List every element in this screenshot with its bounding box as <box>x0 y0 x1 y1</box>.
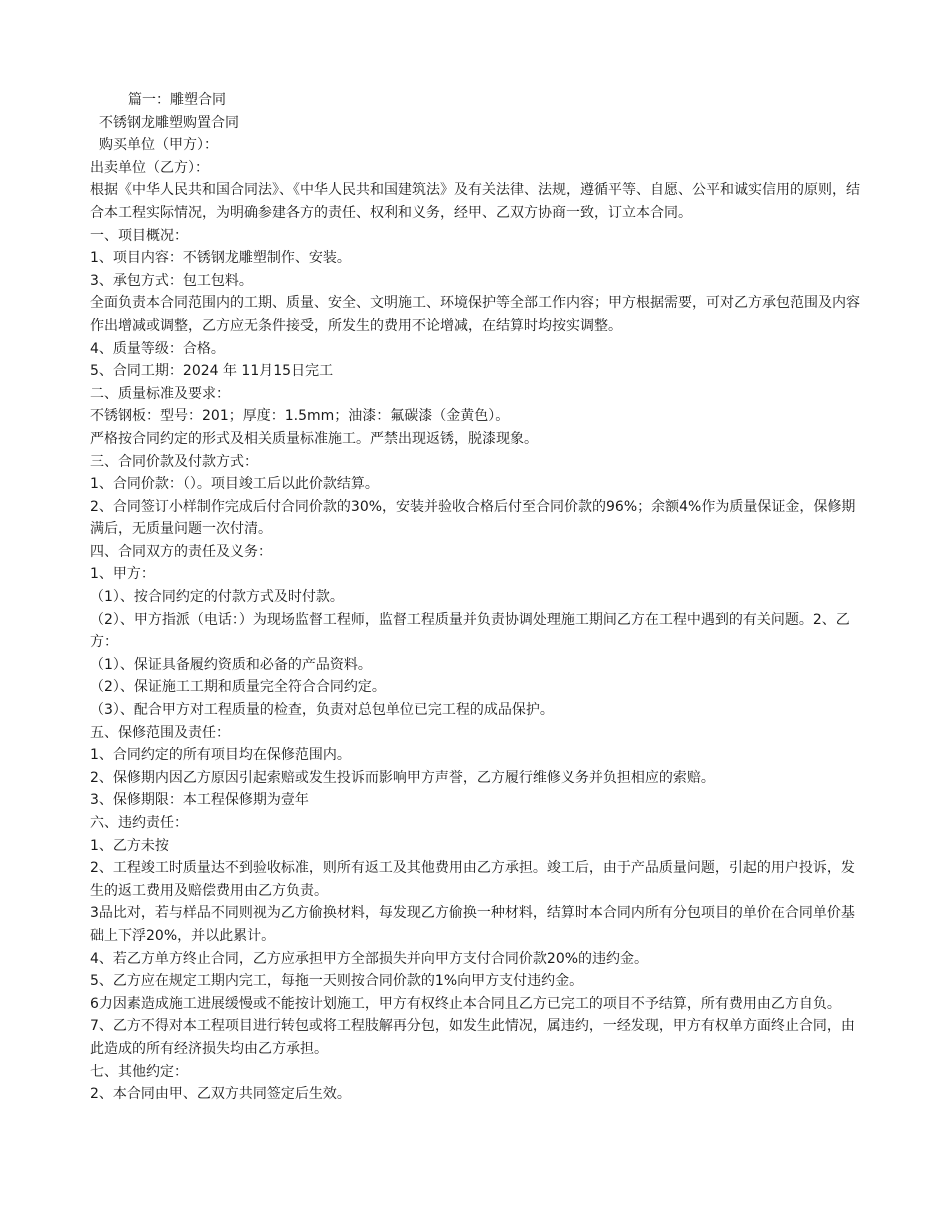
section-1-scope: 全面负责本合同范围内的工期、质量、安全、文明施工、环境保护等全部工作内容；甲方根据需要，可对乙方承包范围及内容作出增减或调整，乙方应无条件接受，所发生的费用不论增减，在结算时均按实调整。 <box>90 295 860 334</box>
section-1-item-1: 1、项目内容：不锈钢龙雕塑制作、安装。 <box>90 250 351 267</box>
section-6-item-6: 6力因素造成施工进展缓慢或不能按计划施工，甲方有权终止本合同且乙方已完工的项目不予结算，所有费用由乙方自负。 <box>90 995 841 1012</box>
section-4-party-a: 1、甲方： <box>90 566 155 583</box>
section-5-item-1: 1、合同约定的所有项目均在保修范围内。 <box>90 747 351 764</box>
section-6-item-7: 7、乙方不得对本工程项目进行转包或将工程肢解再分包，如发生此情况，属违约，一经发现，甲方有权单方面终止合同，由此造成的所有经济损失均由乙方承担。 <box>90 1018 855 1057</box>
contract-document <box>90 89 865 1106</box>
section-1-item-5: 5、合同工期：2024 年 11月15日完工 <box>90 363 334 380</box>
section-2-material: 不锈钢板：型号：201；厚度：1.5mm；油漆：氟碳漆（金黄色）。 <box>90 408 510 425</box>
section-4-heading: 四、合同双方的责任及义务： <box>90 543 272 560</box>
section-6-item-5: 5、乙方应在规定工期内完工，每拖一天则按合同价款的1%向甲方支付违约金。 <box>90 973 584 990</box>
section-5-heading: 五、保修范围及责任： <box>90 724 230 741</box>
section-2-heading: 二、质量标准及要求： <box>90 385 230 402</box>
section-6-item-1: 1、乙方未按 <box>90 837 169 854</box>
section-7-item-2: 2、本合同由甲、乙双方共同签定后生效。 <box>90 1086 351 1103</box>
section-5-item-2: 2、保修期内因乙方原因引起索赔或发生投诉而影响甲方声誉，乙方履行维修义务并负担相应的索赔。 <box>90 769 715 786</box>
document-title: 篇一：雕塑合同 <box>128 92 226 108</box>
section-7-heading: 七、其他约定： <box>90 1063 188 1080</box>
section-6-item-4: 4、若乙方单方终止合同，乙方应承担甲方全部损失并向甲方支付合同价款20%的违约金。 <box>90 950 649 967</box>
section-3-item-1: 1、合同价款：（）。项目竣工后以此价款结算。 <box>90 476 379 493</box>
section-4-b-item-1: （1）、保证具备履约资质和必备的产品资料。 <box>90 656 372 673</box>
document-subtitle: 不锈钢龙雕塑购置合同 <box>99 114 239 131</box>
section-6-item-2: 2、工程竣工时质量达不到验收标准，则所有返工及其他费用由乙方承担。竣工后，由于产品质量问题，引起的用户投诉，发生的返工费用及赔偿费用由乙方负责。 <box>90 860 855 899</box>
section-2-requirement: 严格按合同约定的形式及相关质量标准施工。严禁出现返锈，脱漆现象。 <box>90 430 538 447</box>
section-5-item-3: 3、保修期限：本工程保修期为壹年 <box>90 792 309 809</box>
section-3-heading: 三、合同价款及付款方式： <box>90 453 258 470</box>
section-4-a-item-1: （1）、按合同约定的付款方式及时付款。 <box>90 589 344 606</box>
section-1-heading: 一、项目概况： <box>90 227 188 244</box>
section-4-b-item-2: （2）、保证施工工期和质量完全符合合同约定。 <box>90 679 386 696</box>
section-6-item-3: 3品比对，若与样品不同则视为乙方偷换材料，每发现乙方偷换一种材料，结算时本合同内所有分包项目的单价在合同单价基础上下浮20%，并以此累计。 <box>90 905 855 944</box>
section-4-a-item-2: （2）、甲方指派（电话：）为现场监督工程师，监督工程质量并负责协调处理施工期间乙方在工程中遇到的有关问题。2、乙方： <box>90 611 850 651</box>
section-3-item-2: 2、合同签订小样制作完成后付合同价款的30%，安装并验收合格后付至合同价款的96%；余额4%作为质量保证金，保修期满后，无质量问题一次付清。 <box>90 498 856 538</box>
section-1-item-3: 3、承包方式：包工包料。 <box>90 272 253 289</box>
intro-paragraph: 根据《中华人民共和国合同法》、《中华人民共和国建筑法》及有关法律、法规，遵循平等、自愿、公平和诚实信用的原则，结合本工程实际情况，为明确参建各方的责任、权利和义务，经甲、乙双方协商一致，订立本合同。 <box>90 182 860 221</box>
section-4-b-item-3: （3）、配合甲方对工程质量的检查，负责对总包单位已完工程的成品保护。 <box>90 702 554 719</box>
section-1-item-4: 4、质量等级：合格。 <box>90 340 225 357</box>
section-6-heading: 六、违约责任： <box>90 815 188 831</box>
seller-line: 出卖单位（乙方）： <box>90 159 209 176</box>
buyer-line: 购买单位（甲方）： <box>99 137 218 154</box>
